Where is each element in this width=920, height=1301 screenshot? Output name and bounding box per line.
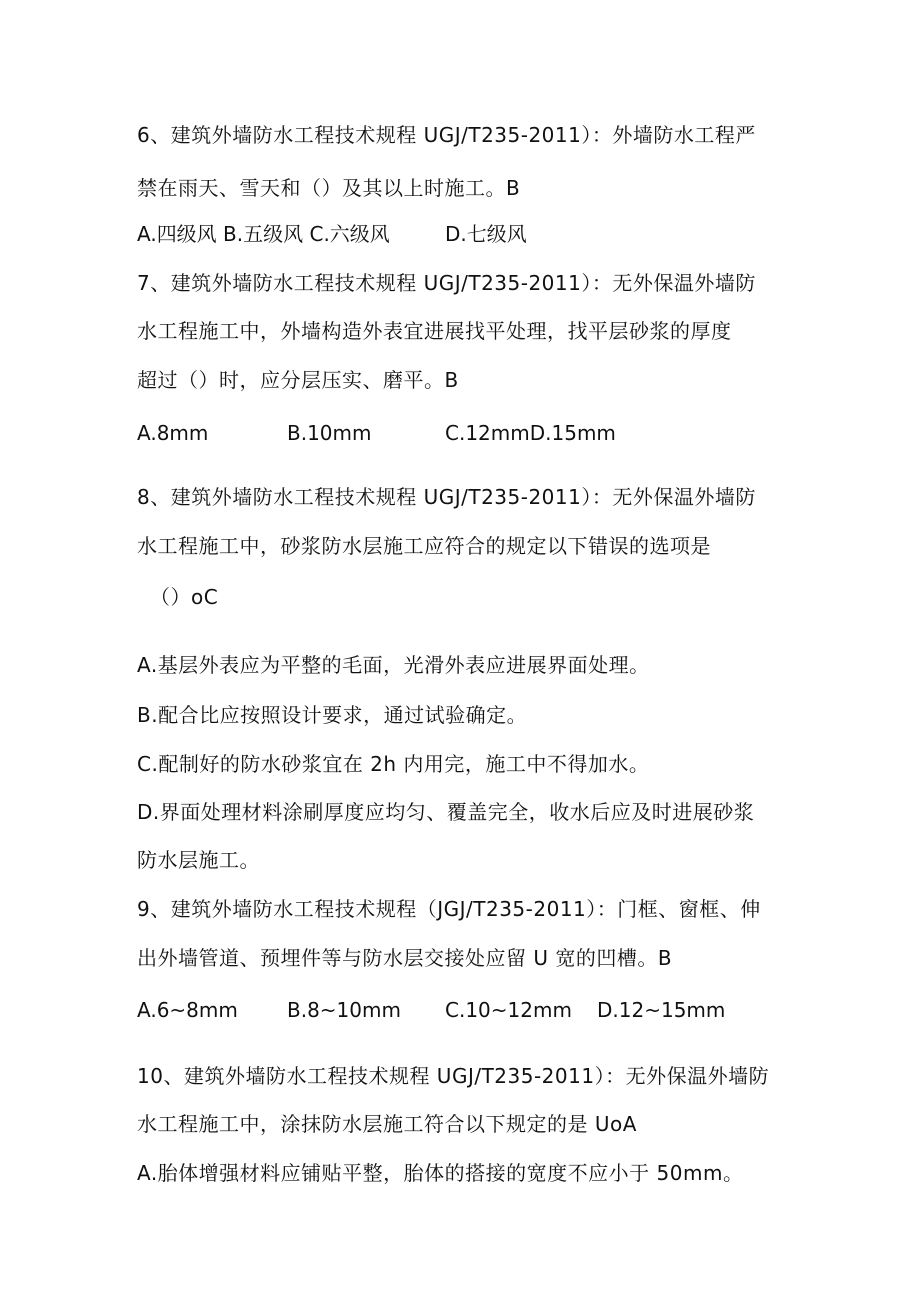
q9-option-d: D.12~15mm [597, 998, 726, 1022]
q7-line-1: 7、建筑外墙防水工程技术规程 UGJ/T235-2011）：无外保温外墙防 [137, 271, 756, 295]
q10-option-a: A.胎体增强材料应铺贴平整，胎体的搭接的宽度不应小于 50mm。 [137, 1161, 744, 1185]
q8-option-d-line-1: D.界面处理材料涂刷厚度应均匀、覆盖完全，收水后应及时进展砂浆 [137, 800, 755, 824]
q8-option-a: A.基层外表应为平整的毛面，光滑外表应进展界面处理。 [137, 653, 650, 677]
q7-options [137, 420, 757, 446]
q6-options-abc: A.四级风 B.五级风 C.六级风 [137, 222, 390, 246]
q7-line-2: 水工程施工中，外墙构造外表宜进展找平处理，找平层砂浆的厚度 [137, 319, 732, 343]
q8-option-d-line-2: 防水层施工。 [137, 848, 260, 872]
q10-line-2: 水工程施工中，涂抹防水层施工符合以下规定的是 UoA [137, 1112, 637, 1136]
q9-line-1: 9、建筑外墙防水工程技术规程（JGJ/T235-2011）：门框、窗框、伸 [137, 897, 761, 921]
q8-line-2: 水工程施工中，砂浆防水层施工应符合的规定以下错误的选项是 [137, 534, 711, 558]
q7-option-a: A.8mm [137, 421, 209, 445]
q10-line-1: 10、建筑外墙防水工程技术规程 UGJ/T235-2011）：无外保温外墙防 [137, 1064, 770, 1088]
q9-option-a: A.6~8mm [137, 998, 238, 1022]
q7-option-cd: C.12mmD.15mm [445, 421, 616, 445]
q7-line-3: 超过（）时，应分层压实、磨平。B [137, 368, 459, 392]
q9-option-c: C.10~12mm [445, 998, 572, 1022]
q6-line-2: 禁在雨天、雪天和（）及其以上时施工。B [137, 176, 521, 200]
q8-line-1: 8、建筑外墙防水工程技术规程 UGJ/T235-2011）：无外保温外墙防 [137, 485, 756, 509]
q8-line-3: （）oC [150, 585, 219, 609]
q9-line-2: 出外墙管道、预埋件等与防水层交接处应留 U 宽的凹槽。B [137, 946, 673, 970]
q6-options [137, 221, 697, 247]
q8-option-b: B.配合比应按照设计要求，通过试验确定。 [137, 703, 528, 727]
q6-line-1: 6、建筑外墙防水工程技术规程 UGJ/T235-2011）：外墙防水工程严 [137, 123, 756, 147]
q8-option-c: C.配制好的防水砂浆宜在 2h 内用完，施工中不得加水。 [137, 752, 650, 776]
q9-option-b: B.8~10mm [287, 998, 401, 1022]
q7-option-b: B.10mm [287, 421, 372, 445]
q9-options [137, 997, 757, 1023]
q6-option-d: D.七级风 [445, 222, 527, 246]
